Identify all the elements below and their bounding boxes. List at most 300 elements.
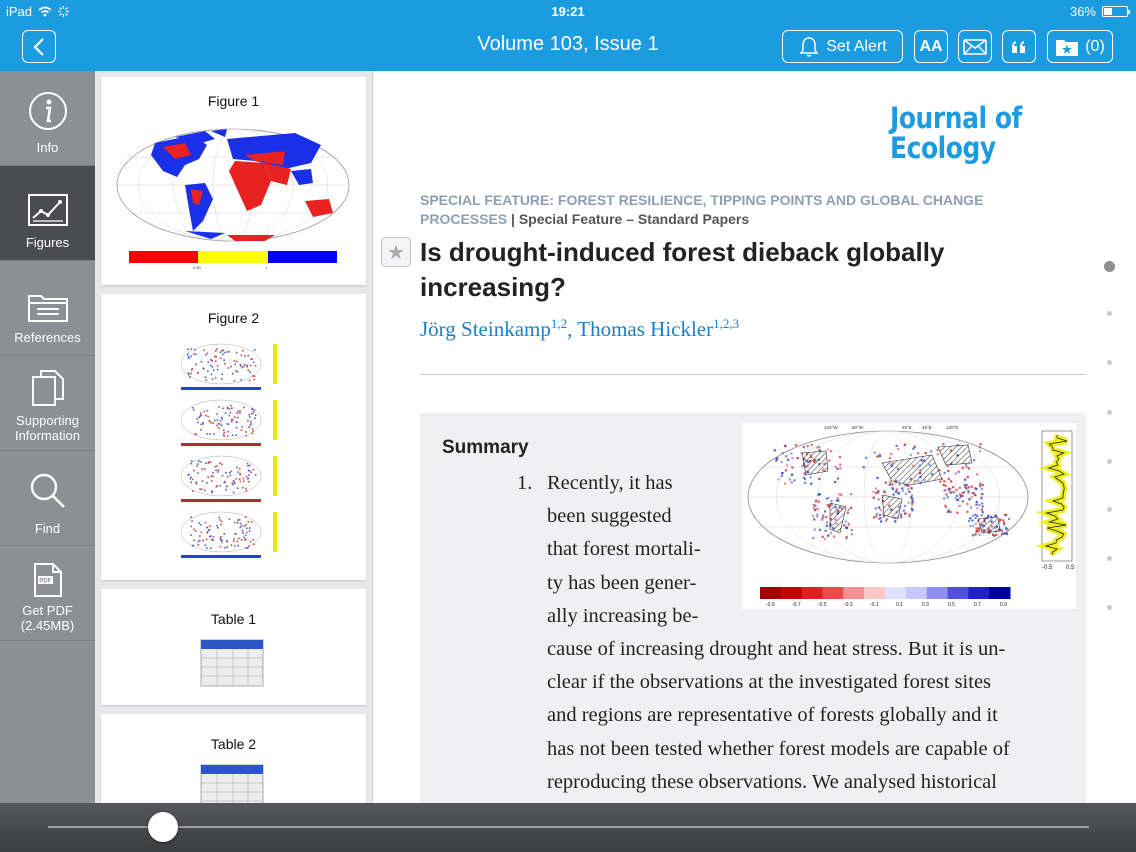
map-pixel	[981, 502, 983, 504]
map-pixel	[904, 505, 906, 507]
map-pixel	[795, 444, 797, 446]
map-pixel	[241, 539, 243, 541]
text-line: reproducing these observations. We analysed historical	[547, 770, 997, 793]
colorbar-tick: 0.3	[922, 602, 929, 608]
map-pixel	[255, 414, 257, 416]
map-pixel	[203, 368, 205, 370]
map-pixel	[202, 422, 204, 424]
sidebar-item-supporting-information[interactable]	[0, 356, 95, 451]
map-pixel	[207, 410, 209, 412]
author-link[interactable]: Jörg Steinkamp	[420, 317, 551, 341]
map-pixel	[851, 533, 853, 535]
map-pixel	[967, 476, 969, 478]
map-pixel	[234, 522, 236, 524]
map-pixel	[221, 425, 223, 427]
map-pixel	[190, 348, 192, 350]
map-pixel	[210, 422, 212, 424]
summary-figure[interactable]	[742, 423, 1076, 609]
map-pixel	[247, 420, 249, 422]
map-pixel	[226, 351, 228, 353]
author-affiliation: 1,2,3	[713, 316, 740, 331]
map-pixel	[826, 504, 828, 506]
map-pixel	[248, 545, 250, 547]
map-pixel	[229, 472, 231, 474]
map-pixel	[238, 538, 240, 540]
map-lon-label: 45°E	[922, 425, 932, 430]
map-pixel	[963, 491, 965, 493]
map-pixel	[239, 410, 241, 412]
map-pixel	[219, 538, 221, 540]
map-pixel	[244, 364, 246, 366]
map-pixel	[845, 521, 847, 523]
map-pixel	[1005, 514, 1007, 516]
colorbar-swatch	[968, 587, 989, 599]
map-pixel	[239, 468, 241, 470]
map-pixel	[255, 474, 257, 476]
map-pixel	[225, 412, 227, 414]
page-dot[interactable]	[1107, 459, 1112, 464]
map-pixel	[243, 537, 245, 539]
map-pixel	[193, 529, 195, 531]
map-pixel	[197, 422, 199, 424]
map-pixel	[873, 497, 875, 499]
map-pixel	[212, 539, 214, 541]
map-pixel	[889, 483, 891, 485]
sidebar	[0, 71, 95, 803]
map-pixel	[826, 521, 828, 523]
map-pixel	[835, 466, 837, 468]
colorbar-swatch	[927, 587, 948, 599]
map-pixel	[889, 457, 891, 459]
map-pixel	[831, 500, 833, 502]
map-pixel	[242, 367, 244, 369]
map-pixel	[925, 452, 927, 454]
map-pixel	[232, 484, 234, 486]
map-pixel	[917, 452, 919, 454]
map-pixel	[962, 500, 964, 502]
map-pixel	[967, 490, 969, 492]
map-pixel	[246, 528, 248, 530]
map-pixel	[822, 516, 824, 518]
map-pixel	[232, 435, 234, 437]
map-pixel	[889, 481, 891, 483]
folder-icon	[28, 292, 68, 322]
map-pixel	[1001, 533, 1003, 535]
map-pixel	[943, 490, 945, 492]
map-pixel	[187, 372, 189, 374]
nav-bar	[0, 22, 1136, 71]
map-pixel	[197, 463, 199, 465]
scrubber-knob[interactable]	[148, 812, 178, 842]
map-pixel	[191, 369, 193, 371]
map-lon-label: 120°E	[946, 425, 959, 430]
map-pixel	[239, 519, 241, 521]
scrubber-track[interactable]	[48, 826, 1089, 828]
map-pixel	[973, 459, 975, 461]
map-pixel	[210, 365, 212, 367]
map-pixel	[900, 514, 902, 516]
map-pixel	[247, 477, 249, 479]
map-pixel	[251, 413, 253, 415]
map-pixel	[974, 533, 976, 535]
map-pixel	[942, 443, 944, 445]
map-pixel	[193, 409, 195, 411]
map-pixel	[943, 497, 945, 499]
map-pixel	[252, 428, 254, 430]
map-pixel	[240, 379, 242, 381]
sidebar-item-get-pdf[interactable]	[0, 546, 95, 641]
map-pixel	[896, 445, 898, 447]
map-pixel	[892, 494, 894, 496]
device-label: iPad	[6, 4, 33, 19]
map-pixel	[885, 520, 887, 522]
font-size-button[interactable]	[914, 30, 948, 63]
map-pixel	[784, 444, 786, 446]
map-pixel	[198, 460, 200, 462]
sidebar-item-info[interactable]	[0, 71, 95, 166]
map-pixel	[253, 379, 255, 381]
map-pixel	[880, 509, 882, 511]
map-pixel	[191, 520, 193, 522]
map-pixel	[234, 364, 236, 366]
map-pixel	[848, 523, 850, 525]
map-pixel	[207, 353, 209, 355]
map-pixel	[247, 465, 249, 467]
colorbar-tick: -0.9	[766, 602, 775, 608]
map-pixel	[221, 378, 223, 380]
cite-button[interactable]	[1002, 30, 1036, 63]
map-pixel	[1003, 532, 1005, 534]
map-pixel	[227, 431, 229, 433]
map-pixel	[237, 522, 239, 524]
figure-1-thumbnail[interactable]	[101, 77, 366, 285]
map-pixel	[218, 469, 220, 471]
map-pixel	[993, 535, 995, 537]
map-pixel	[194, 349, 196, 351]
map-pixel	[981, 509, 983, 511]
map-pixel	[229, 408, 231, 410]
sidebar-item-find[interactable]	[0, 451, 95, 546]
map-pixel	[234, 360, 236, 362]
text-line: and regions are representative of forests globally and it	[547, 704, 998, 727]
table-2-thumbnail[interactable]	[101, 714, 366, 803]
map-pixel	[804, 478, 806, 480]
map-pixel	[976, 507, 978, 509]
map-pixel	[811, 444, 813, 446]
mini-map	[181, 456, 261, 496]
map-pixel	[846, 536, 848, 538]
map-pixel	[216, 525, 218, 527]
map-pixel	[209, 433, 211, 435]
sidebar-item-references[interactable]	[0, 261, 95, 356]
map-pixel	[908, 515, 910, 517]
colorbar-swatch	[823, 587, 844, 599]
colorbar-tick: 1	[265, 265, 268, 270]
map-pixel	[785, 455, 787, 457]
map-pixel	[979, 529, 981, 531]
map-pixel	[976, 529, 978, 531]
map-pixel	[224, 547, 226, 549]
map-pixel	[948, 489, 950, 491]
map-pixel	[249, 464, 251, 466]
map-pixel	[215, 360, 217, 362]
page-dot[interactable]	[1107, 410, 1112, 415]
map-pixel	[973, 492, 975, 494]
dieback-map-image	[742, 423, 1076, 609]
map-pixel	[824, 538, 826, 540]
map-pixel	[251, 423, 253, 425]
map-pixel	[199, 540, 201, 542]
map-pixel	[248, 474, 250, 476]
map-pixel	[198, 541, 200, 543]
map-pixel	[930, 450, 932, 452]
map-pixel	[818, 449, 820, 451]
map-pixel	[220, 539, 222, 541]
map-pixel	[947, 470, 949, 472]
map-pixel	[950, 491, 952, 493]
map-pixel	[248, 427, 250, 429]
page-dot[interactable]	[1107, 507, 1112, 512]
map-pixel	[896, 488, 898, 490]
map-pixel	[224, 482, 226, 484]
map-pixel	[216, 425, 218, 427]
map-pixel	[237, 471, 239, 473]
map-pixel	[891, 483, 893, 485]
map-pixel	[192, 545, 194, 547]
map-pixel	[943, 484, 945, 486]
map-pixel	[242, 532, 244, 534]
map-pixel	[781, 475, 783, 477]
page-dot[interactable]	[1107, 311, 1112, 316]
table-1-thumbnail[interactable]	[101, 589, 366, 705]
map-pixel	[249, 416, 251, 418]
map-pixel	[237, 371, 239, 373]
map-pixel	[208, 420, 210, 422]
favorite-star-button[interactable]	[381, 237, 411, 267]
map-pixel	[822, 514, 824, 516]
map-pixel	[202, 540, 204, 542]
text-line: ally increasing be-	[547, 604, 699, 627]
table-icon	[200, 764, 264, 803]
map-pixel	[828, 459, 830, 461]
map-pixel	[191, 460, 193, 462]
map-pixel	[212, 475, 214, 477]
page-dot[interactable]	[1107, 360, 1112, 365]
map-pixel	[220, 420, 222, 422]
map-pixel	[221, 417, 223, 419]
map-pixel	[247, 547, 249, 549]
map-pixel	[776, 458, 778, 460]
map-pixel	[211, 539, 213, 541]
map-pixel	[249, 425, 251, 427]
map-pixel	[187, 354, 189, 356]
page-dot[interactable]	[1107, 556, 1112, 561]
map-pixel	[219, 485, 221, 487]
map-pixel	[817, 494, 819, 496]
map-pixel	[875, 487, 877, 489]
sidebar-item-label: Figures	[25, 235, 70, 250]
map-pixel	[245, 431, 247, 433]
map-pixel	[840, 494, 842, 496]
map-pixel	[253, 469, 255, 471]
info-icon	[28, 91, 68, 131]
summary-box	[420, 413, 1086, 803]
email-button[interactable]	[958, 30, 992, 63]
author-link[interactable]: Thomas Hickler	[577, 317, 714, 341]
map-pixel	[242, 487, 244, 489]
map-pixel	[873, 516, 875, 518]
map-pixel	[780, 461, 782, 463]
map-pixel	[250, 365, 252, 367]
map-pixel	[253, 362, 255, 364]
map-pixel	[979, 485, 981, 487]
map-pixel	[252, 539, 254, 541]
map-pixel	[190, 372, 192, 374]
map-pixel	[902, 490, 904, 492]
map-pixel	[791, 466, 793, 468]
map-pixel	[207, 433, 209, 435]
map-pixel	[979, 450, 981, 452]
mini-colorbar	[181, 387, 261, 390]
colorbar-swatch	[948, 587, 969, 599]
map-pixel	[908, 502, 910, 504]
author-affiliation: 1,2	[550, 316, 568, 331]
map-pixel	[221, 418, 223, 420]
map-pixel	[224, 352, 226, 354]
section-separator: |	[507, 211, 519, 227]
sidebar-item-figures[interactable]	[0, 166, 95, 261]
quote-icon	[1010, 40, 1028, 54]
thumbnail-label: Figure 1	[207, 93, 260, 109]
colorbar-tick: -0.7	[792, 602, 801, 608]
map-pixel	[875, 507, 877, 509]
map-pixel	[876, 455, 878, 457]
map-pixel	[189, 376, 191, 378]
map-pixel	[250, 541, 252, 543]
map-pixel	[807, 445, 809, 447]
map-pixel	[210, 461, 212, 463]
map-pixel	[221, 463, 223, 465]
map-pixel	[236, 361, 238, 363]
set-alert-button[interactable]	[782, 30, 903, 63]
clock: 19:21	[551, 4, 585, 19]
map-pixel	[222, 475, 224, 477]
map-pixel	[199, 488, 201, 490]
colorbar-tick: -0.3	[844, 602, 853, 608]
issue-title: Volume 103, Issue 1	[477, 33, 659, 55]
map-pixel	[253, 544, 255, 546]
author-separator: ,	[567, 317, 578, 341]
map-pixel	[979, 446, 981, 448]
article-title: Is drought-induced forest dieback globally increasing?	[420, 237, 945, 302]
map-pixel	[230, 412, 232, 414]
map-pixel	[206, 527, 208, 529]
map-pixel	[215, 350, 217, 352]
map-pixel	[210, 476, 212, 478]
map-pixel	[948, 478, 950, 480]
map-pixel	[245, 547, 247, 549]
map-pixel	[878, 507, 880, 509]
map-pixel	[240, 481, 242, 483]
saved-articles-button[interactable]	[1047, 30, 1113, 63]
map-pixel	[895, 491, 897, 493]
map-pixel	[211, 374, 213, 376]
map-pixel	[836, 468, 838, 470]
map-pixel	[245, 538, 247, 540]
colorbar-tick: 0.5	[948, 602, 955, 608]
map-pixel	[833, 535, 835, 537]
map-pixel	[969, 525, 971, 527]
figures-icon	[28, 194, 68, 226]
map-pixel	[226, 486, 228, 488]
map-pixel	[999, 519, 1001, 521]
mini-map	[181, 400, 261, 440]
map-pixel	[221, 373, 223, 375]
map-pixel	[911, 501, 913, 503]
set-alert-label: Set Alert	[826, 37, 887, 55]
map-pixel	[830, 532, 832, 534]
map-pixel	[784, 482, 786, 484]
map-pixel	[908, 513, 910, 515]
map-pixel	[910, 496, 912, 498]
map-pixel	[240, 523, 242, 525]
map-pixel	[955, 472, 957, 474]
map-pixel	[210, 535, 212, 537]
map-pixel	[969, 517, 971, 519]
figure-2-thumbnail[interactable]	[101, 294, 366, 580]
map-pixel	[233, 538, 235, 540]
colorbar-tick: 0.7	[974, 602, 981, 608]
map-pixel	[225, 472, 227, 474]
map-pixel	[813, 507, 815, 509]
map-pixel	[791, 474, 793, 476]
map-pixel	[824, 510, 826, 512]
map-pixel	[192, 490, 194, 492]
map-pixel	[883, 515, 885, 517]
map-pixel	[1002, 519, 1004, 521]
map-pixel	[205, 415, 207, 417]
map-pixel	[217, 419, 219, 421]
map-pixel	[207, 361, 209, 363]
map-pixel	[239, 474, 241, 476]
page-dot-active[interactable]	[1104, 261, 1115, 272]
map-pixel	[233, 480, 235, 482]
map-pixel	[789, 478, 791, 480]
status-bar	[0, 0, 1136, 22]
map-pixel	[995, 534, 997, 536]
map-pixel	[970, 506, 972, 508]
map-pixel	[223, 359, 225, 361]
map-pixel	[193, 470, 195, 472]
map-pixel	[236, 427, 238, 429]
map-pixel	[912, 448, 914, 450]
map-pixel	[203, 350, 205, 352]
map-pixel	[193, 353, 195, 355]
map-pixel	[194, 433, 196, 435]
map-pixel	[214, 356, 216, 358]
map-pixel	[981, 488, 983, 490]
map-pixel	[786, 464, 788, 466]
map-pixel	[817, 508, 819, 510]
map-pixel	[964, 479, 966, 481]
mini-colorbar	[181, 499, 261, 502]
map-pixel	[914, 446, 916, 448]
colorbar-swatch	[906, 587, 927, 599]
page-dot[interactable]	[1107, 605, 1112, 610]
map-pixel	[210, 359, 212, 361]
map-pixel	[814, 505, 816, 507]
svg-text:PDF: PDF	[38, 578, 51, 585]
